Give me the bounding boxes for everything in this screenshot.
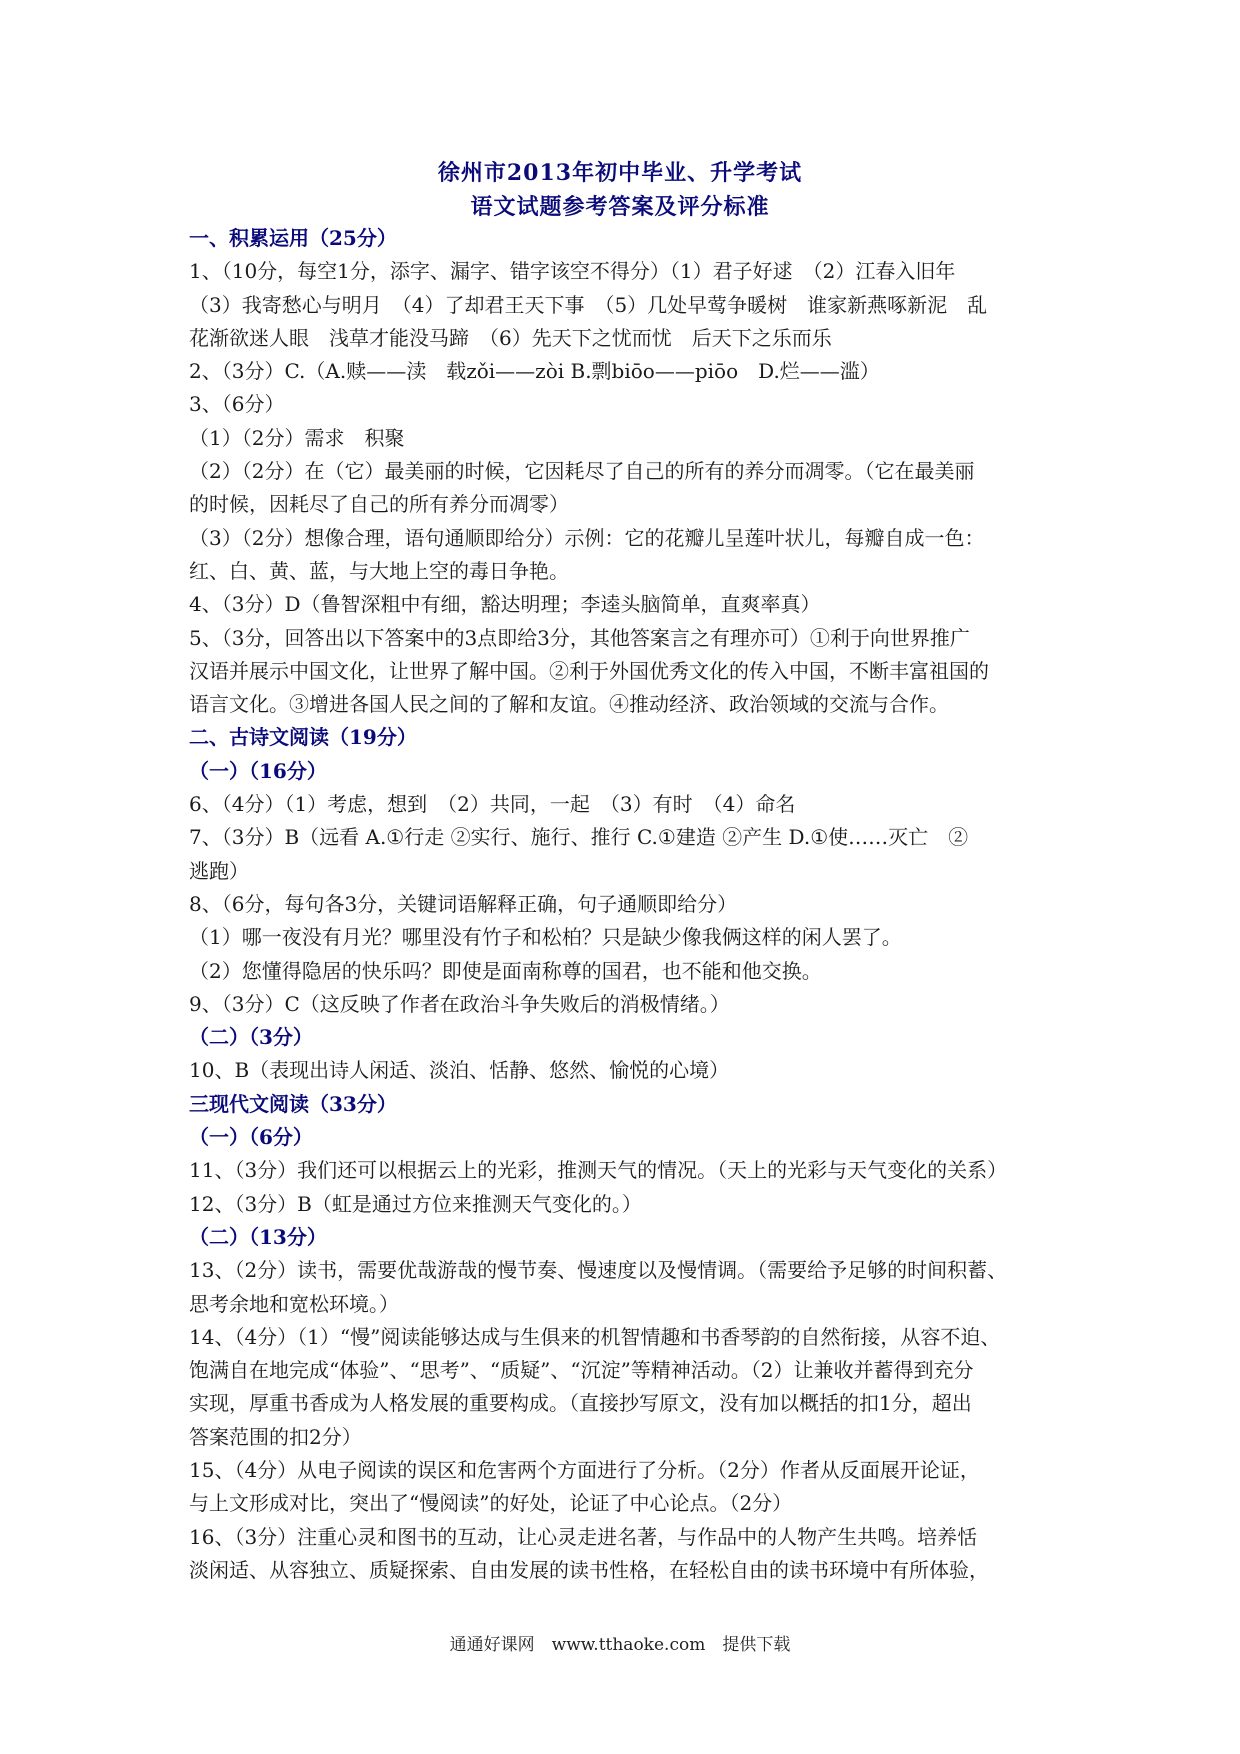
answer-line: 9、（3分）C（这反映了作者在政治斗争失败后的消极情绪。） — [189, 991, 730, 1016]
page-footer: 通通好课网 www.tthaoke.com 提供下载 — [449, 1635, 791, 1655]
answer-line: 12、（3分）B（虹是通过方位来推测天气变化的。） — [189, 1191, 642, 1216]
section-heading: （一）（16分） — [189, 758, 327, 783]
answer-line: 饱满自在地完成“体验”、“思考”、“质疑”、“沉淀”等精神活动。（2）让兼收并蓄得到充分 — [189, 1358, 974, 1383]
answer-line: （2）（2分）在（它）最美丽的时候，它因耗尽了自己的所有的养分而凋零。（它在最美丽 — [189, 459, 975, 484]
section-heading: 二、古诗文阅读（19分） — [189, 725, 417, 750]
answer-line: （3）我寄愁心与明月 （4）了却君王天下事 （5）几处早莺争暖树 谁家新燕啄新泥 乱 — [189, 292, 988, 317]
answer-line: 的时候，因耗尽了自己的所有养分而凋零） — [189, 492, 569, 517]
answer-line: 13、（2分）读书，需要优哉游哉的慢节奏、慢速度以及慢情调。（需要给予足够的时间积蓄、 — [189, 1258, 1008, 1283]
answer-line: 14、（4分）（1）“慢”阅读能够达成与生俱来的机智情趣和书香琴韵的自然衔接，从容不迫、 — [189, 1324, 1001, 1349]
answer-line: 8、（6分，每句各3分，关键词语解释正确，句子通顺即给分） — [189, 891, 738, 916]
answer-line: （3）（2分）想像合理，语句通顺即给分）示例：它的花瓣儿呈莲叶状儿，每瓣自成一色： — [189, 525, 985, 550]
answer-line: 答案范围的扣2分） — [189, 1424, 362, 1449]
answer-line: 4、（3分）D（鲁智深粗中有细，豁达明理；李逵头脑简单，直爽率真） — [189, 592, 821, 617]
answer-line: 11、（3分）我们还可以根据云上的光彩，推测天气的情况。（天上的光彩与天气变化的关系） — [189, 1158, 1008, 1183]
answer-line: 逃跑） — [189, 858, 249, 883]
answer-line: 思考余地和宽松环境。） — [189, 1291, 399, 1316]
answer-line: 2、（3分）C.（A.赎——渎 载zǒi——zòi B.剽biōo——piōo D.烂——滥） — [189, 359, 880, 384]
section-heading: （二）（13分） — [189, 1224, 327, 1249]
answer-line: 15、（4分）从电子阅读的误区和危害两个方面进行了分析。（2分）作者从反面展开论证， — [189, 1457, 980, 1482]
answer-line: 淡闲适、从容独立、质疑探索、自由发展的读书性格，在轻松自由的读书环境中有所体验， — [189, 1557, 989, 1582]
answer-line: （1）（2分）需求 积聚 — [189, 425, 405, 450]
document-title: 徐州市2013年初中毕业、升学考试 — [437, 160, 803, 186]
answer-line: 16、（3分）注重心灵和图书的互动，让心灵走进名著，与作品中的人物产生共鸣。培养恬 — [189, 1524, 978, 1549]
answer-line: 与上文形成对比，突出了“慢阅读”的好处，论证了中心论点。（2分） — [189, 1491, 793, 1516]
answer-line: 红、白、黄、蓝，与大地上空的毒日争艳。 — [189, 558, 569, 583]
answer-line: 5、（3分，回答出以下答案中的3点即给3分，其他答案言之有理亦可）①利于向世界推广 — [189, 625, 970, 650]
answer-line: （1）哪一夜没有月光？哪里没有竹子和松柏？只是缺少像我俩这样的闲人罢了。 — [189, 925, 902, 950]
section-heading: 三现代文阅读（33分） — [189, 1091, 397, 1116]
answer-line: 6、（4分）（1）考虑，想到 （2）共同，一起 （3）有时 （4）命名 — [189, 792, 796, 817]
answer-line: 花渐欲迷人眼 浅草才能没马蹄 （6）先天下之忧而忧 后天下之乐而乐 — [189, 325, 832, 350]
answer-content — [189, 222, 1069, 1587]
answer-line: 汉语并展示中国文化，让世界了解中国。②利于外国优秀文化的传入中国，不断丰富祖国的 — [189, 658, 989, 683]
answer-line: 10、B（表现出诗人闲适、淡泊、恬静、悠然、愉悦的心境） — [189, 1058, 730, 1083]
answer-line: 3、（6分） — [189, 392, 285, 417]
answer-line: （2）您懂得隐居的快乐吗？即使是面南称尊的国君，也不能和他交换。 — [189, 958, 822, 983]
section-heading: （二）（3分） — [189, 1025, 313, 1050]
answer-line: 实现，厚重书香成为人格发展的重要构成。（直接抄写原文，没有加以概括的扣1分，超出 — [189, 1391, 972, 1416]
document-subtitle: 语文试题参考答案及评分标准 — [470, 194, 770, 220]
answer-line: 1、（10分，每空1分，添字、漏字、错字该空不得分）（1）君子好逑 （2）江春入旧年 — [189, 259, 956, 284]
section-heading: 一、积累运用（25分） — [189, 226, 397, 250]
answer-line: 7、（3分）B（远看 A.①行走 ②实行、施行、推行 C.①建造 ②产生 D.①使……灭亡 ② — [189, 825, 969, 850]
section-heading: （一）（6分） — [189, 1125, 313, 1150]
answer-line: 语言文化。③增进各国人民之间的了解和友谊。④推动经济、政治领域的交流与合作。 — [189, 692, 949, 717]
